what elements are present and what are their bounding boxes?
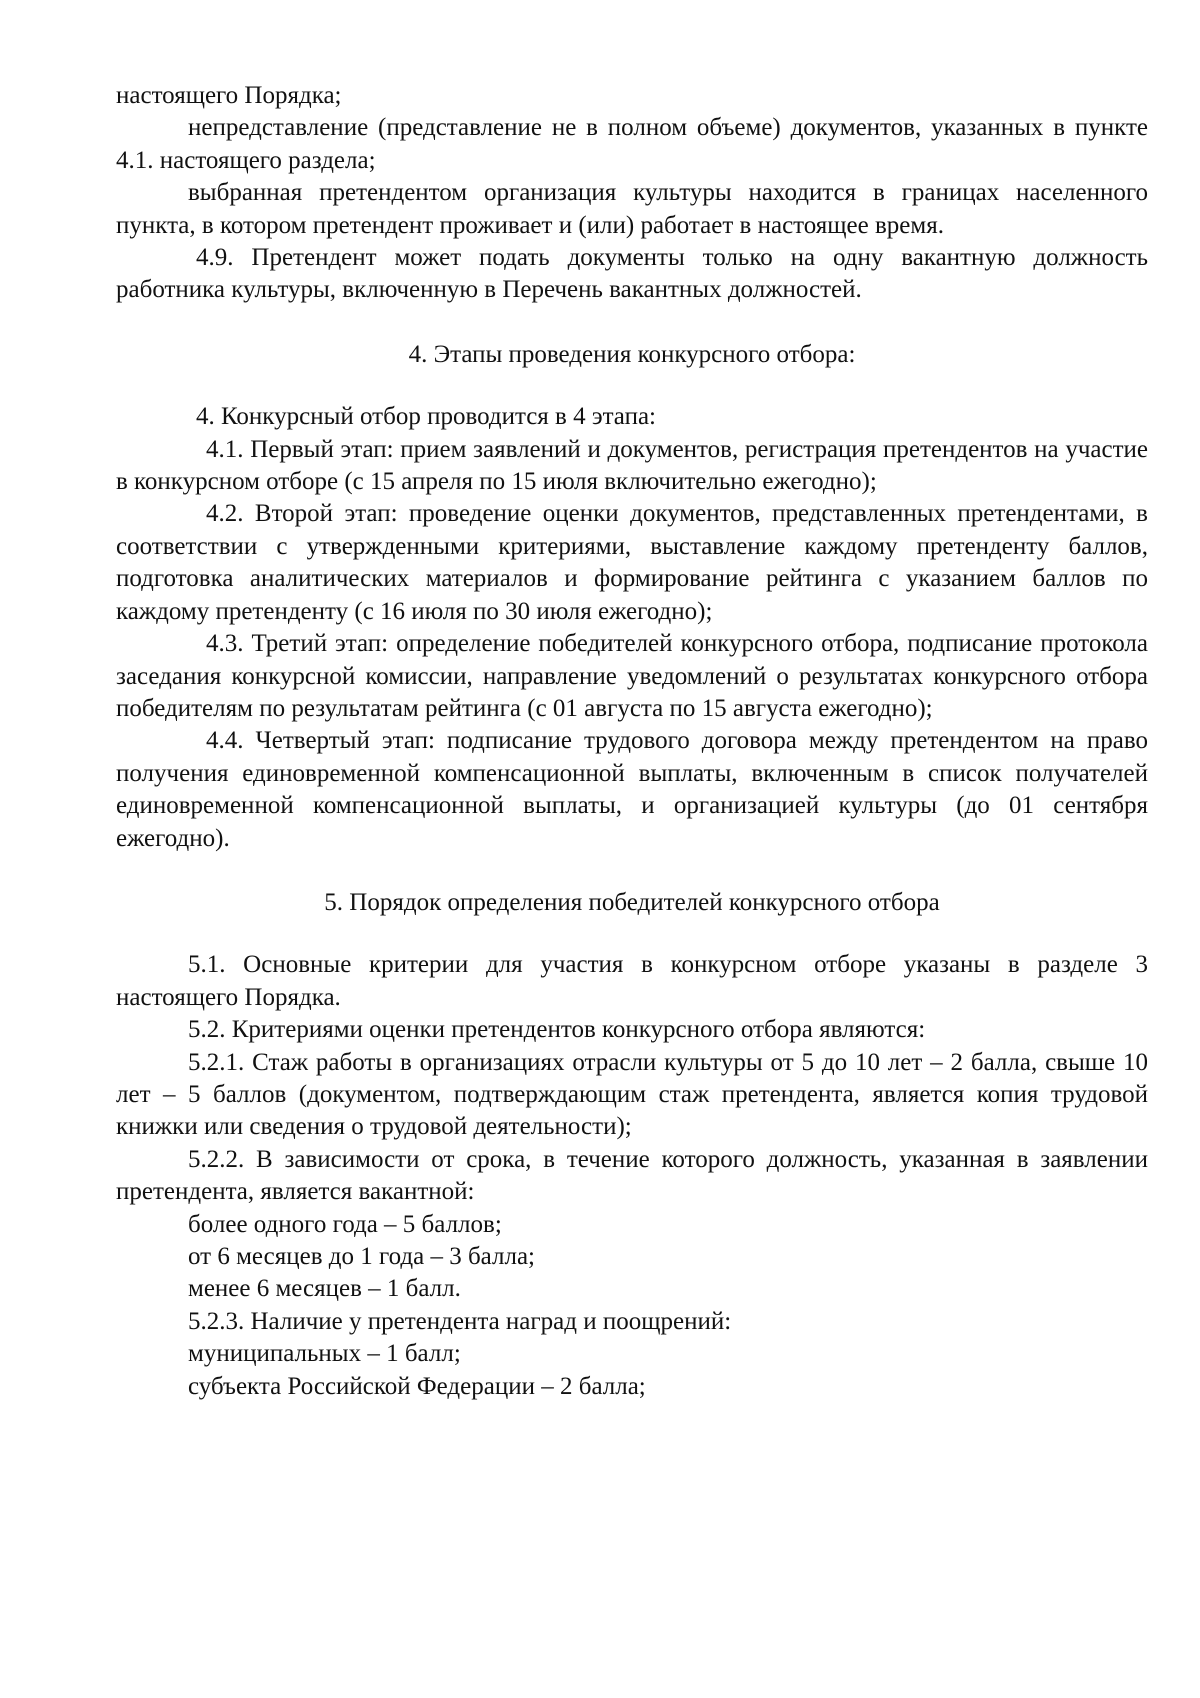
section-5-heading: 5. Порядок определения победителей конкурсного отбора [324, 888, 940, 916]
paragraph: 5.2.3. Наличие у претендента наград и поощрений: [188, 1307, 732, 1335]
document-page [116, 80, 1148, 1403]
section-4-heading: 4. Этапы проведения конкурсного отбора: [408, 340, 856, 368]
paragraph: 4.2. Второй этап: проведение оценки документов, представленных претендентами, в соответствии с утвержденными критериями, выставление каждому претенденту баллов, подготовка аналитических материалов и формирование рейтинга с указанием баллов по каждому претенденту (с 16 июля по 30 июля ежегодно); [116, 500, 1148, 625]
paragraph: 4. Конкурсный отбор проводится в 4 этапа: [196, 403, 656, 431]
paragraph: 4.1. Первый этап: прием заявлений и документов, регистрация претендентов на участие в конкурсном отборе (с 15 апреля по 15 июля включительно ежегодно); [116, 435, 1148, 496]
paragraph: 4.3. Третий этап: определение победителей конкурсного отбора, подписание протокола заседания конкурсной комиссии, направление уведомлений о результатах конкурсного отбора победителям по результатам рейтинга (с 01 августа по 15 августа ежегодно); [116, 630, 1148, 722]
list-item: менее 6 месяцев – 1 балл. [188, 1275, 461, 1303]
paragraph: непредставление (представление не в полном объеме) документов, указанных в пункте 4.1. настоящего раздела; [116, 114, 1148, 174]
paragraph: 5.2.1. Стаж работы в организациях отрасли культуры от 5 до 10 лет – 2 балла, свыше 10 лет – 5 баллов (документом, подтверждающим стаж претендента, является копия трудовой книжки или сведения о трудовой деятельности); [116, 1048, 1148, 1141]
paragraph: 4.9. Претендент может подать документы только на одну вакантную должность работника культуры, включенную в Перечень вакантных должностей. [116, 244, 1148, 304]
list-item: муниципальных – 1 балл; [188, 1340, 461, 1368]
paragraph: 5.2. Критериями оценки претендентов конкурсного отбора являются: [188, 1016, 926, 1044]
paragraph: 5.2.2. В зависимости от срока, в течение которого должность, указанная в заявлении претендента, является вакантной: [116, 1145, 1148, 1206]
paragraph: 5.1. Основные критерии для участия в конкурсном отборе указаны в разделе 3 настоящего Порядка. [116, 951, 1148, 1011]
list-item: от 6 месяцев до 1 года – 3 балла; [188, 1243, 535, 1270]
list-item: более одного года – 5 баллов; [188, 1210, 502, 1238]
paragraph: настоящего Порядка; [116, 82, 342, 109]
paragraph: 4.4. Четвертый этап: подписание трудового договора между претендентом на право получения единовременной компенсационной выплаты, включенным в список получателей единовременной компенсационной выплаты, и организацией культуры (до 01 сентября ежегодно). [116, 727, 1148, 852]
paragraph: выбранная претендентом организация культуры находится в границах населенного пункта, в котором претендент проживает и (или) работает в настоящее время. [116, 179, 1148, 239]
list-item: субъекта Российской Федерации – 2 балла; [188, 1372, 646, 1400]
